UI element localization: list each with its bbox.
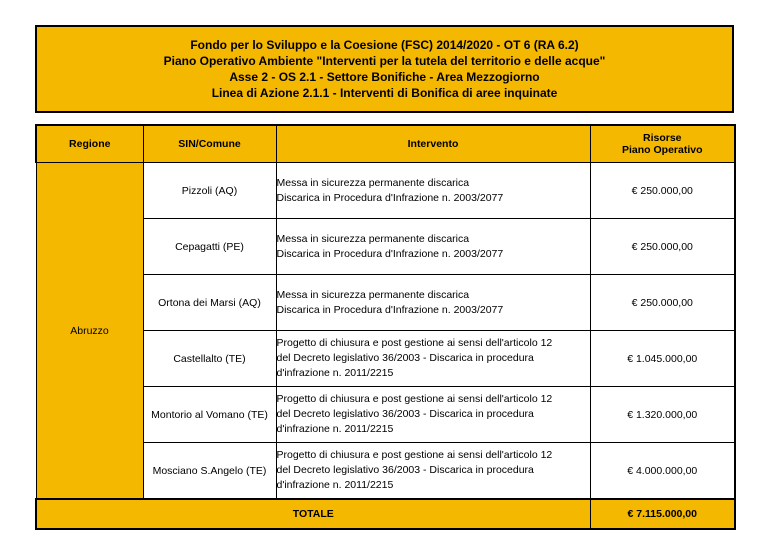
amount-cell: € 4.000.000,00 [590,443,735,500]
intervento-cell [276,387,590,443]
intervento-line: Progetto di chiusura e post gestione ai sensi dell'articolo 12 [276,449,553,461]
intervento-line: Messa in sicurezza permanente discarica [276,232,470,245]
total-amount: € 7.115.000,00 [590,499,735,529]
header-line-1: Fondo per lo Sviluppo e la Coesione (FSC) 2014/2020 - OT 6 (RA 6.2) [190,38,579,52]
region-cell: Abruzzo [36,163,143,500]
intervento-line: Discarica in Procedura d'Infrazione n. 2003/2077 [276,303,504,316]
intervento-line: Messa in sicurezza permanente discarica [276,288,470,301]
document-header [35,25,734,113]
amount-cell: € 250.000,00 [590,275,735,331]
intervento-line: Messa in sicurezza permanente discarica [276,176,470,189]
table-header-row [36,125,735,163]
intervento-cell [276,331,590,387]
total-label: TOTALE [36,499,590,529]
intervento-cell [276,275,590,331]
total-row [36,499,735,529]
col-header-risorse [590,125,735,163]
intervento-line: d'infrazione n. 2011/2215 [276,367,394,379]
interventions-table [35,124,736,530]
header-line-4: Linea di Azione 2.1.1 - Interventi di Bonifica di aree inquinate [211,86,558,100]
sin-cell: Cepagatti (PE) [143,219,276,275]
intervento-cell [276,163,590,219]
sin-cell: Ortona dei Marsi (AQ) [143,275,276,331]
intervento-line: Discarica in Procedura d'Infrazione n. 2003/2077 [276,191,504,204]
table-row [36,163,735,219]
header-line-2: Piano Operativo Ambiente "Interventi per la tutela del territorio e delle acque" [163,54,606,68]
intervento-cell [276,219,590,275]
intervento-line: Progetto di chiusura e post gestione ai sensi dell'articolo 12 [276,393,553,405]
col-header-regione: Regione [36,125,143,163]
intervento-line: d'infrazione n. 2011/2215 [276,423,394,435]
amount-cell: € 1.045.000,00 [590,331,735,387]
intervento-line: Discarica in Procedura d'Infrazione n. 2003/2077 [276,247,504,260]
sin-cell: Pizzoli (AQ) [143,163,276,219]
header-line-3: Asse 2 - OS 2.1 - Settore Bonifiche - Area Mezzogiorno [229,70,540,84]
col-header-risorse-line1: Risorse [642,132,682,144]
col-header-sin: SIN/Comune [143,125,276,163]
intervento-line: del Decreto legislativo 36/2003 - Discarica in procedura [276,352,534,364]
intervento-line: del Decreto legislativo 36/2003 - Discarica in procedura [276,464,534,476]
sin-cell: Castellalto (TE) [143,331,276,387]
intervento-line: d'infrazione n. 2011/2215 [276,479,394,491]
col-header-risorse-line2: Piano Operativo [621,144,703,156]
intervento-line: del Decreto legislativo 36/2003 - Discarica in procedura [276,408,534,420]
sin-cell: Montorio al Vomano (TE) [143,387,276,443]
sin-cell: Mosciano S.Angelo (TE) [143,443,276,500]
amount-cell: € 250.000,00 [590,219,735,275]
col-header-intervento: Intervento [276,125,590,163]
intervento-cell [276,443,590,500]
amount-cell: € 250.000,00 [590,163,735,219]
intervento-line: Progetto di chiusura e post gestione ai sensi dell'articolo 12 [276,337,553,349]
amount-cell: € 1.320.000,00 [590,387,735,443]
